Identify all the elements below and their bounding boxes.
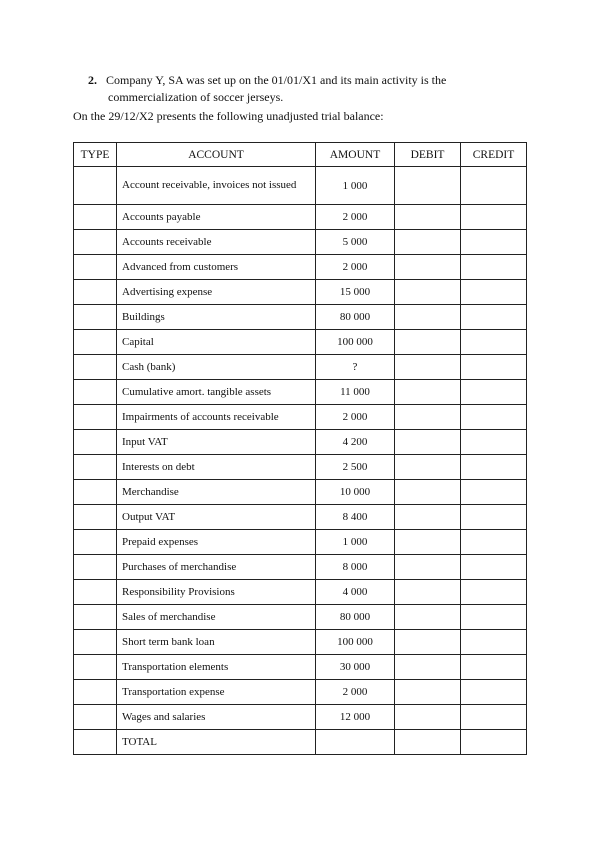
table-row bbox=[74, 280, 527, 305]
debit-cell bbox=[395, 355, 461, 380]
account-cell: Cash (bank) bbox=[117, 355, 316, 380]
account-cell: Buildings bbox=[117, 305, 316, 330]
amount-cell: 4 200 bbox=[316, 430, 395, 455]
question-text-line-2: commercialization of soccer jerseys. bbox=[108, 90, 284, 104]
debit-cell bbox=[395, 430, 461, 455]
debit-cell bbox=[395, 630, 461, 655]
amount-cell: 100 000 bbox=[316, 630, 395, 655]
amount-cell: 1 000 bbox=[316, 167, 395, 205]
total-label: TOTAL bbox=[117, 730, 316, 755]
credit-cell bbox=[461, 167, 527, 205]
account-cell: Prepaid expenses bbox=[117, 530, 316, 555]
credit-cell bbox=[461, 730, 527, 755]
table-row bbox=[74, 205, 527, 230]
account-cell: Output VAT bbox=[117, 505, 316, 530]
table-row bbox=[74, 355, 527, 380]
debit-cell bbox=[395, 580, 461, 605]
amount-cell: 11 000 bbox=[316, 380, 395, 405]
type-cell bbox=[74, 280, 117, 305]
total-row bbox=[74, 730, 527, 755]
table-row bbox=[74, 330, 527, 355]
amount-cell: 10 000 bbox=[316, 480, 395, 505]
credit-cell bbox=[461, 505, 527, 530]
debit-cell bbox=[395, 705, 461, 730]
account-cell: Responsibility Provisions bbox=[117, 580, 316, 605]
type-cell bbox=[74, 480, 117, 505]
question-text-line-1: Company Y, SA was set up on the 01/01/X1 and its main activity is the bbox=[106, 73, 447, 87]
type-cell bbox=[74, 530, 117, 555]
header-debit: DEBIT bbox=[395, 143, 461, 167]
debit-cell bbox=[395, 230, 461, 255]
table-row bbox=[74, 580, 527, 605]
debit-cell bbox=[395, 555, 461, 580]
table-row bbox=[74, 480, 527, 505]
debit-cell bbox=[395, 605, 461, 630]
table-row bbox=[74, 167, 527, 205]
table-row bbox=[74, 255, 527, 280]
question-number: 2. bbox=[88, 73, 97, 87]
amount-cell: 5 000 bbox=[316, 230, 395, 255]
type-cell bbox=[74, 330, 117, 355]
table-row bbox=[74, 455, 527, 480]
credit-cell bbox=[461, 530, 527, 555]
credit-cell bbox=[461, 480, 527, 505]
credit-cell bbox=[461, 705, 527, 730]
account-cell: Impairments of accounts receivable bbox=[117, 405, 316, 430]
type-cell bbox=[74, 605, 117, 630]
credit-cell bbox=[461, 330, 527, 355]
credit-cell bbox=[461, 355, 527, 380]
header-type: TYPE bbox=[74, 143, 117, 167]
type-cell bbox=[74, 630, 117, 655]
credit-cell bbox=[461, 430, 527, 455]
table-header-row bbox=[74, 143, 527, 167]
credit-cell bbox=[461, 230, 527, 255]
credit-cell bbox=[461, 655, 527, 680]
amount-cell: 2 000 bbox=[316, 205, 395, 230]
debit-cell bbox=[395, 167, 461, 205]
table-row bbox=[74, 630, 527, 655]
amount-cell: 12 000 bbox=[316, 705, 395, 730]
amount-cell: 80 000 bbox=[316, 605, 395, 630]
debit-cell bbox=[395, 455, 461, 480]
type-cell bbox=[74, 555, 117, 580]
table-row bbox=[74, 680, 527, 705]
type-cell bbox=[74, 705, 117, 730]
credit-cell bbox=[461, 630, 527, 655]
debit-cell bbox=[395, 655, 461, 680]
debit-cell bbox=[395, 280, 461, 305]
amount-cell: 15 000 bbox=[316, 280, 395, 305]
table-row bbox=[74, 230, 527, 255]
debit-cell bbox=[395, 505, 461, 530]
type-cell bbox=[74, 730, 117, 755]
amount-cell: 2 500 bbox=[316, 455, 395, 480]
credit-cell bbox=[461, 455, 527, 480]
debit-cell bbox=[395, 480, 461, 505]
type-cell bbox=[74, 255, 117, 280]
amount-cell: ? bbox=[316, 355, 395, 380]
credit-cell bbox=[461, 405, 527, 430]
amount-cell: 2 000 bbox=[316, 405, 395, 430]
table-row bbox=[74, 305, 527, 330]
header-amount: AMOUNT bbox=[316, 143, 395, 167]
type-cell bbox=[74, 355, 117, 380]
credit-cell bbox=[461, 680, 527, 705]
credit-cell bbox=[461, 605, 527, 630]
type-cell bbox=[74, 167, 117, 205]
account-cell: Accounts receivable bbox=[117, 230, 316, 255]
account-cell: Account receivable, invoices not issued bbox=[117, 167, 316, 205]
account-cell: Accounts payable bbox=[117, 205, 316, 230]
table-row bbox=[74, 430, 527, 455]
account-cell: Input VAT bbox=[117, 430, 316, 455]
debit-cell bbox=[395, 305, 461, 330]
amount-cell bbox=[316, 730, 395, 755]
amount-cell: 1 000 bbox=[316, 530, 395, 555]
debit-cell bbox=[395, 405, 461, 430]
debit-cell bbox=[395, 730, 461, 755]
trial-balance-table bbox=[73, 142, 527, 755]
amount-cell: 2 000 bbox=[316, 680, 395, 705]
account-cell: Purchases of merchandise bbox=[117, 555, 316, 580]
type-cell bbox=[74, 305, 117, 330]
amount-cell: 30 000 bbox=[316, 655, 395, 680]
debit-cell bbox=[395, 330, 461, 355]
account-cell: Wages and salaries bbox=[117, 705, 316, 730]
account-cell: Cumulative amort. tangible assets bbox=[117, 380, 316, 405]
debit-cell bbox=[395, 530, 461, 555]
table-body bbox=[74, 167, 527, 755]
type-cell bbox=[74, 580, 117, 605]
table-row bbox=[74, 505, 527, 530]
credit-cell bbox=[461, 380, 527, 405]
account-cell: Sales of merchandise bbox=[117, 605, 316, 630]
credit-cell bbox=[461, 580, 527, 605]
debit-cell bbox=[395, 205, 461, 230]
table-row bbox=[74, 380, 527, 405]
credit-cell bbox=[461, 205, 527, 230]
header-account: ACCOUNT bbox=[117, 143, 316, 167]
type-cell bbox=[74, 230, 117, 255]
table-row bbox=[74, 605, 527, 630]
account-cell: Merchandise bbox=[117, 480, 316, 505]
account-cell: Short term bank loan bbox=[117, 630, 316, 655]
credit-cell bbox=[461, 305, 527, 330]
debit-cell bbox=[395, 680, 461, 705]
table-row bbox=[74, 405, 527, 430]
credit-cell bbox=[461, 280, 527, 305]
type-cell bbox=[74, 455, 117, 480]
account-cell: Interests on debt bbox=[117, 455, 316, 480]
credit-cell bbox=[461, 555, 527, 580]
amount-cell: 100 000 bbox=[316, 330, 395, 355]
account-cell: Transportation elements bbox=[117, 655, 316, 680]
question-block bbox=[88, 72, 518, 106]
intro-text: On the 29/12/X2 presents the following unadjusted trial balance: bbox=[73, 109, 384, 123]
amount-cell: 8 400 bbox=[316, 505, 395, 530]
type-cell bbox=[74, 505, 117, 530]
type-cell bbox=[74, 380, 117, 405]
type-cell bbox=[74, 405, 117, 430]
amount-cell: 8 000 bbox=[316, 555, 395, 580]
account-cell: Advanced from customers bbox=[117, 255, 316, 280]
amount-cell: 80 000 bbox=[316, 305, 395, 330]
credit-cell bbox=[461, 255, 527, 280]
table-row bbox=[74, 655, 527, 680]
account-cell: Capital bbox=[117, 330, 316, 355]
type-cell bbox=[74, 655, 117, 680]
type-cell bbox=[74, 430, 117, 455]
account-cell: Transportation expense bbox=[117, 680, 316, 705]
header-credit: CREDIT bbox=[461, 143, 527, 167]
table-row bbox=[74, 705, 527, 730]
type-cell bbox=[74, 680, 117, 705]
amount-cell: 2 000 bbox=[316, 255, 395, 280]
table-row bbox=[74, 530, 527, 555]
question-line-1 bbox=[88, 72, 518, 89]
debit-cell bbox=[395, 255, 461, 280]
account-cell: Advertising expense bbox=[117, 280, 316, 305]
amount-cell: 4 000 bbox=[316, 580, 395, 605]
debit-cell bbox=[395, 380, 461, 405]
type-cell bbox=[74, 205, 117, 230]
table-row bbox=[74, 555, 527, 580]
